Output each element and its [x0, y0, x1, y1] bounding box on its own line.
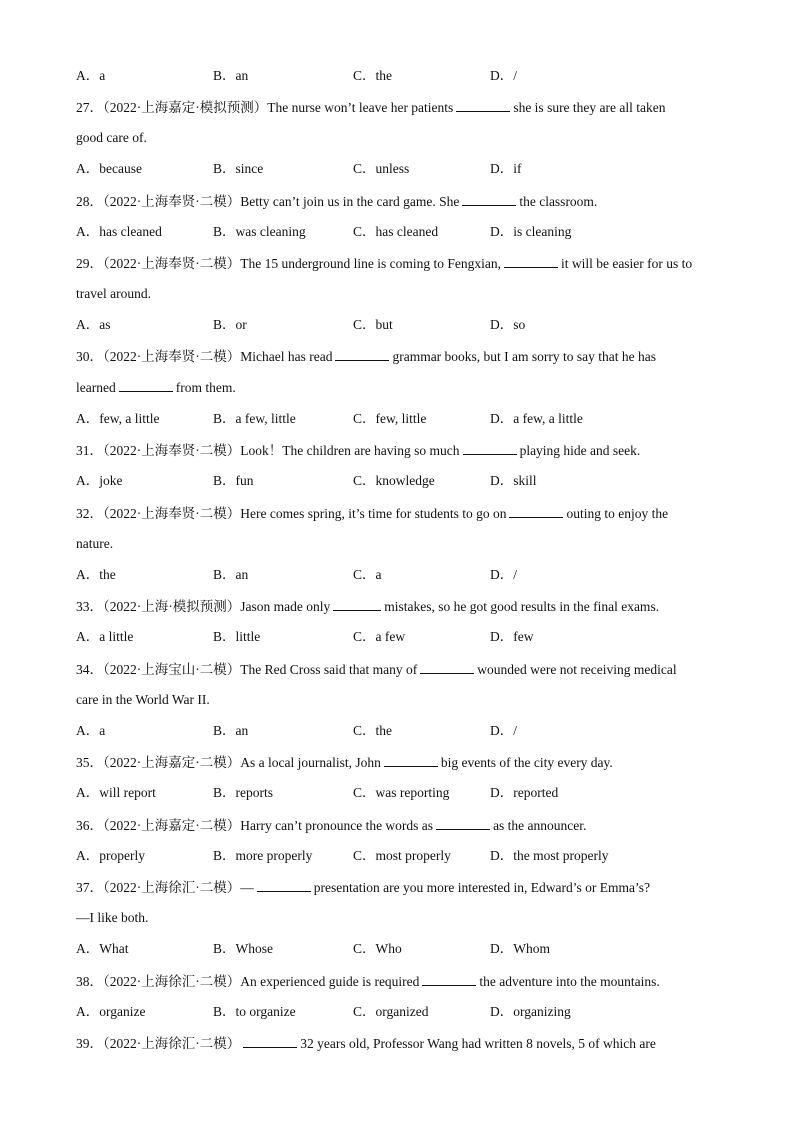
- q30-stem: [76, 347, 656, 366]
- option-a[interactable]: A．because: [76, 161, 142, 176]
- q33-stem-suffix: mistakes, so he got good results in the final exams.: [384, 599, 660, 614]
- option-d[interactable]: D．a few, a little: [490, 411, 583, 426]
- option-b[interactable]: B．since: [213, 161, 264, 176]
- option-c[interactable]: C．most properly: [353, 848, 451, 863]
- option-b[interactable]: B．an: [213, 567, 249, 582]
- q29-stem-prefix: 29．（2022·上海奉贤·二模）The 15 underground line is coming to Fengxian,: [76, 256, 501, 271]
- option-d[interactable]: D．the most properly: [490, 848, 609, 863]
- q30-stem-suffix: grammar books, but I am sorry to say that he has: [392, 349, 657, 364]
- option-a[interactable]: A．joke: [76, 473, 123, 488]
- option-d[interactable]: D．few: [490, 629, 534, 644]
- q38-stem-prefix: 38．（2022·上海徐汇·二模）An experienced guide is required: [76, 974, 420, 989]
- q32-stem: [76, 504, 668, 523]
- answer-blank[interactable]: [462, 192, 516, 206]
- answer-blank[interactable]: [436, 816, 490, 830]
- q33-options: [76, 628, 716, 646]
- q32-options: [76, 566, 716, 584]
- q32-stem-suffix: outing to enjoy the: [566, 506, 669, 521]
- q27-stem: [76, 98, 666, 117]
- q38-options: [76, 1003, 716, 1021]
- q29-options: [76, 316, 716, 334]
- q31-stem-prefix: 31．（2022·上海奉贤·二模）Look！The children are having so much: [76, 443, 460, 458]
- q30-stem-line2: [76, 378, 236, 397]
- q27-stem-suffix: she is sure they are all taken: [513, 100, 666, 115]
- q36-stem: [76, 816, 586, 835]
- q28-stem-suffix: the classroom.: [519, 194, 598, 209]
- q31-stem: [76, 441, 640, 460]
- q33-stem-prefix: 33．（2022·上海·模拟预测）Jason made only: [76, 599, 331, 614]
- option-b[interactable]: B．Whose: [213, 941, 273, 956]
- q36-options: [76, 847, 716, 865]
- q30-stem-prefix: 30．（2022·上海奉贤·二模）Michael has read: [76, 349, 333, 364]
- option-a[interactable]: A．the: [76, 567, 116, 582]
- option-c[interactable]: C．the: [353, 723, 392, 738]
- option-d[interactable]: D．if: [490, 161, 522, 176]
- answer-blank[interactable]: [335, 347, 389, 361]
- option-b[interactable]: B．reports: [213, 785, 273, 800]
- q30-line2-prefix: learned: [76, 380, 116, 395]
- option-d[interactable]: D．reported: [490, 785, 559, 800]
- answer-blank[interactable]: [257, 878, 311, 892]
- q34-stem-suffix: wounded were not receiving medical: [477, 662, 677, 677]
- q29-stem: [76, 254, 692, 273]
- option-b[interactable]: B．an: [213, 723, 249, 738]
- q31-stem-suffix: playing hide and seek.: [519, 443, 641, 458]
- option-a[interactable]: A．What: [76, 941, 129, 956]
- option-c[interactable]: C．the: [353, 68, 392, 83]
- option-a[interactable]: A．few, a little: [76, 411, 160, 426]
- q39-stem-suffix: 32 years old, Professor Wang had written 8 novels, 5 of which are: [300, 1036, 656, 1051]
- q27-options: [76, 160, 716, 178]
- option-c[interactable]: C．was reporting: [353, 785, 450, 800]
- q34-stem: [76, 660, 677, 679]
- q27-stem-line2: good care of.: [76, 130, 147, 145]
- answer-blank[interactable]: [333, 597, 381, 611]
- option-c[interactable]: C．but: [353, 317, 393, 332]
- answer-blank[interactable]: [504, 254, 558, 268]
- q37-stem-suffix: presentation are you more interested in, Edward’s or Emma’s?: [313, 880, 651, 895]
- option-a[interactable]: A．has cleaned: [76, 224, 162, 239]
- q38-stem-suffix: the adventure into the mountains.: [479, 974, 660, 989]
- option-c[interactable]: C．Who: [353, 941, 402, 956]
- option-a[interactable]: A．a: [76, 723, 106, 738]
- q39-stem-prefix: 39．（2022·上海徐汇·二模）: [76, 1036, 241, 1051]
- q36-stem-suffix: as the announcer.: [493, 818, 587, 833]
- option-d[interactable]: D．/: [490, 567, 517, 582]
- answer-blank[interactable]: [119, 378, 173, 392]
- option-c[interactable]: C．organized: [353, 1004, 429, 1019]
- option-c[interactable]: C．a: [353, 567, 382, 582]
- answer-blank[interactable]: [463, 441, 517, 455]
- q32-stem-line2: nature.: [76, 536, 114, 551]
- option-b[interactable]: B．more properly: [213, 848, 313, 863]
- option-a[interactable]: A．organize: [76, 1004, 146, 1019]
- option-b[interactable]: B．a few, little: [213, 411, 296, 426]
- answer-blank[interactable]: [509, 504, 563, 518]
- q30-options: [76, 410, 716, 428]
- q37-stem-prefix: 37．（2022·上海徐汇·二模）—: [76, 880, 254, 895]
- q30-line2-suffix: from them.: [175, 380, 236, 395]
- q35-stem-suffix: big events of the city every day.: [440, 755, 613, 770]
- q28-stem: [76, 192, 597, 211]
- q33-stem: [76, 597, 659, 616]
- q29-stem-suffix: it will be easier for us to: [560, 256, 693, 271]
- q28-options: [76, 223, 716, 241]
- answer-blank[interactable]: [384, 753, 438, 767]
- option-b[interactable]: B．fun: [213, 473, 254, 488]
- option-a[interactable]: A．as: [76, 317, 111, 332]
- q34-stem-prefix: 34．（2022·上海宝山·二模）The Red Cross said that many of: [76, 662, 418, 677]
- q31-options: [76, 472, 716, 490]
- option-a[interactable]: A．a little: [76, 629, 134, 644]
- option-a[interactable]: A．will report: [76, 785, 156, 800]
- option-c[interactable]: C．few, little: [353, 411, 427, 426]
- option-b[interactable]: B．to organize: [213, 1004, 296, 1019]
- q28-stem-prefix: 28．（2022·上海奉贤·二模）Betty can’t join us in the card game. She: [76, 194, 460, 209]
- option-c[interactable]: C．knowledge: [353, 473, 435, 488]
- option-c[interactable]: C．has cleaned: [353, 224, 439, 239]
- answer-blank[interactable]: [243, 1034, 297, 1048]
- q32-stem-prefix: 32．（2022·上海奉贤·二模）Here comes spring, it’s time for students to go on: [76, 506, 507, 521]
- option-b[interactable]: B．little: [213, 629, 261, 644]
- q26-options: [76, 67, 716, 85]
- option-b[interactable]: B．or: [213, 317, 247, 332]
- option-d[interactable]: D．organizing: [490, 1004, 571, 1019]
- q29-stem-line2: travel around.: [76, 286, 151, 301]
- option-c[interactable]: C．unless: [353, 161, 410, 176]
- answer-blank[interactable]: [456, 98, 510, 112]
- option-c[interactable]: C．a few: [353, 629, 406, 644]
- q37-stem-line2: —I like both.: [76, 910, 149, 925]
- q35-stem-prefix: 35．（2022·上海嘉定·二模）As a local journalist, John: [76, 755, 381, 770]
- option-a[interactable]: A．properly: [76, 848, 145, 863]
- q37-stem: [76, 878, 650, 897]
- option-b[interactable]: B．was cleaning: [213, 224, 306, 239]
- q27-stem-prefix: 27．（2022·上海嘉定·模拟预测）The nurse won’t leave her patients: [76, 100, 454, 115]
- q38-stem: [76, 972, 660, 991]
- option-d[interactable]: D．/: [490, 68, 517, 83]
- answer-blank[interactable]: [420, 660, 474, 674]
- q34-options: [76, 722, 716, 740]
- q35-options: [76, 784, 716, 802]
- option-d[interactable]: D．so: [490, 317, 526, 332]
- q36-stem-prefix: 36．（2022·上海嘉定·二模）Harry can’t pronounce the words as: [76, 818, 434, 833]
- answer-blank[interactable]: [422, 972, 476, 986]
- q39-stem: [76, 1034, 656, 1053]
- q34-stem-line2: care in the World War II.: [76, 692, 210, 707]
- q35-stem: [76, 753, 613, 772]
- option-d[interactable]: D．is cleaning: [490, 224, 572, 239]
- option-a[interactable]: A．a: [76, 68, 106, 83]
- option-d[interactable]: D．/: [490, 723, 517, 738]
- option-d[interactable]: D．skill: [490, 473, 537, 488]
- q37-options: [76, 940, 716, 958]
- option-b[interactable]: B．an: [213, 68, 249, 83]
- option-d[interactable]: D．Whom: [490, 941, 550, 956]
